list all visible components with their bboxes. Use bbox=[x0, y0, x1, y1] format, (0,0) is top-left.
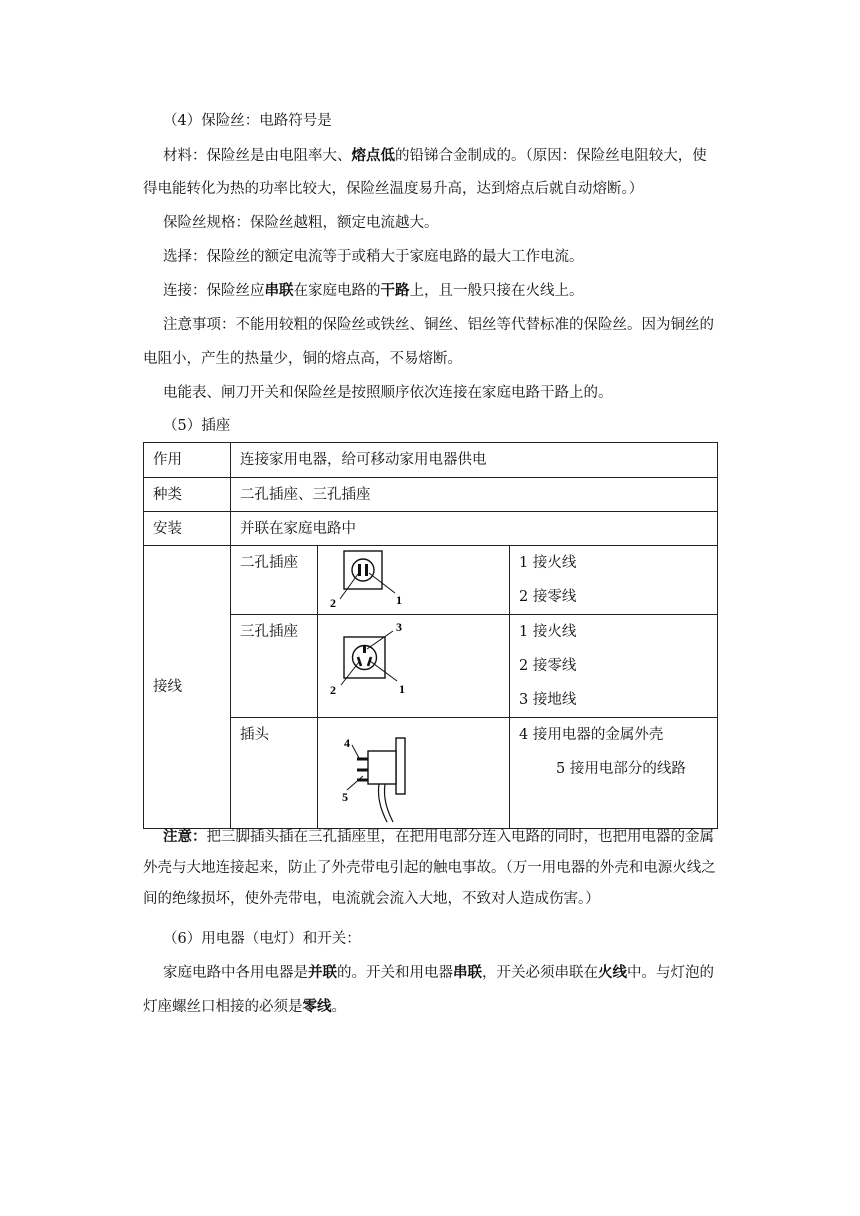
row-label-install: 安装 bbox=[144, 512, 231, 546]
material-prefix: 材料：保险丝是由电阻率大、 bbox=[163, 148, 352, 164]
order-text: 电能表、闸刀开关和保险丝是按照顺序依次连接在家庭电路干路上的。 bbox=[163, 385, 613, 401]
mark-1: 1 bbox=[399, 682, 405, 696]
appliance-line1 bbox=[163, 963, 714, 983]
appliance-line2 bbox=[143, 997, 346, 1017]
three-hole-cell bbox=[231, 615, 318, 718]
plug-name: 插头 bbox=[240, 727, 269, 743]
socket-table bbox=[143, 442, 718, 829]
three-hole-socket-icon bbox=[327, 615, 517, 715]
two-hole-cell bbox=[231, 546, 318, 615]
two-hole-figure bbox=[318, 546, 510, 615]
table-row bbox=[144, 546, 718, 615]
row-label-wiring: 接线 bbox=[144, 546, 231, 829]
three-hole-name: 三孔插座 bbox=[240, 624, 298, 640]
note-line: 1 接火线 bbox=[519, 624, 577, 640]
row-value-install: 并联在家庭电路中 bbox=[231, 512, 718, 546]
note-line2: 外壳与大地连接起来，防止了外壳带电引起的触电事故。（万一用电器的外壳和电源火线之 bbox=[143, 860, 716, 876]
appliance-c: 的。开关和用电器 bbox=[337, 965, 453, 981]
fuse-connect bbox=[163, 281, 584, 301]
two-hole-notes bbox=[510, 546, 718, 615]
table-row bbox=[144, 478, 718, 512]
connect-series: 串联 bbox=[264, 282, 294, 299]
appliance-a: 家庭电路中各用电器是 bbox=[163, 965, 308, 981]
three-hole-figure bbox=[318, 615, 510, 718]
note-line3: 间的绝缘损坏，使外壳带电，电流就会流入大地，不致对人造成伤害。） bbox=[143, 891, 600, 907]
fuse-choice: 选择：保险丝的额定电流等于或稍大于家庭电路的最大工作电流。 bbox=[163, 249, 584, 265]
mark-2: 2 bbox=[330, 596, 336, 610]
note-line: 2 接零线 bbox=[519, 658, 577, 674]
plug-icon bbox=[327, 718, 517, 826]
appliance-series: 串联 bbox=[453, 964, 482, 981]
plug-notes bbox=[510, 718, 718, 829]
table-row bbox=[144, 718, 718, 829]
appliance-heading: （6）用电器（电灯）和开关： bbox=[163, 931, 361, 947]
appliance-f: 灯座螺丝口相接的必须是 bbox=[143, 999, 303, 1015]
table-row bbox=[144, 512, 718, 546]
appliance-parallel: 并联 bbox=[308, 964, 337, 981]
connect-d: 上，且一般只接在火线上。 bbox=[409, 283, 584, 299]
two-hole-socket-icon bbox=[327, 546, 517, 612]
three-hole-notes bbox=[510, 615, 718, 718]
fuse-caution-line2: 电阻小，产生的热量少，铜的熔点高，不易熔断。 bbox=[143, 351, 462, 367]
socket-heading: （5）插座 bbox=[163, 418, 231, 434]
row-value-type: 二孔插座、三孔插座 bbox=[231, 478, 718, 512]
mark-5: 5 bbox=[342, 790, 348, 804]
note-line1 bbox=[163, 827, 714, 847]
fuse-heading: （4）保险丝：电路符号是 bbox=[163, 113, 332, 129]
note-text-1: 把三脚插头插在三孔插座里，在把用电部分连入电路的同时，也把用电器的金属 bbox=[206, 829, 714, 845]
plug-cell bbox=[231, 718, 318, 829]
mark-1: 1 bbox=[396, 593, 402, 607]
material-bold-low-melting: 熔点低 bbox=[351, 147, 395, 164]
fuse-caution-line1: 注意事项：不能用较粗的保险丝或铁丝、铜丝、铝丝等代替标准的保险丝。因为铜丝的 bbox=[163, 317, 714, 333]
fuse-material-line2: 得电能转化为热的功率比较大，保险丝温度易升高，达到熔点后就自动熔断。） bbox=[143, 181, 644, 197]
appliance-g: 。 bbox=[331, 999, 346, 1015]
appliance-neutral: 零线 bbox=[302, 998, 332, 1015]
connect-a: 连接：保险丝应 bbox=[163, 283, 265, 299]
mark-3: 3 bbox=[396, 620, 402, 634]
row-label-type: 种类 bbox=[144, 478, 231, 512]
connect-main: 干路 bbox=[380, 282, 410, 299]
table-row bbox=[144, 443, 718, 478]
fuse-material-line1 bbox=[163, 146, 707, 166]
plug-figure bbox=[318, 718, 510, 829]
connect-c: 在家庭电路的 bbox=[293, 283, 381, 299]
mark-2: 2 bbox=[330, 683, 336, 697]
material-rest: 的铅锑合金制成的。（原因：保险丝电阻较大，使 bbox=[395, 148, 707, 164]
row-value-function: 连接家用电器，给可移动家用电器供电 bbox=[231, 443, 718, 478]
mark-4: 4 bbox=[344, 736, 350, 750]
appliance-d: ，开关必须串联在 bbox=[482, 965, 598, 981]
note-line: 3 接地线 bbox=[519, 692, 577, 708]
note-line: 5 接用电部分的线路 bbox=[556, 761, 686, 777]
appliance-live: 火线 bbox=[598, 964, 627, 981]
fuse-spec: 保险丝规格：保险丝越粗，额定电流越大。 bbox=[163, 215, 439, 231]
note-line: 1 接火线 bbox=[519, 555, 577, 571]
note-bold: 注意： bbox=[163, 828, 207, 845]
two-hole-name: 二孔插座 bbox=[240, 555, 298, 571]
table-row bbox=[144, 615, 718, 718]
note-line: 2 接零线 bbox=[519, 589, 577, 605]
note-line: 4 接用电器的金属外壳 bbox=[519, 727, 664, 743]
appliance-e: 中。与灯泡的 bbox=[627, 965, 714, 981]
row-label-function: 作用 bbox=[144, 443, 231, 478]
